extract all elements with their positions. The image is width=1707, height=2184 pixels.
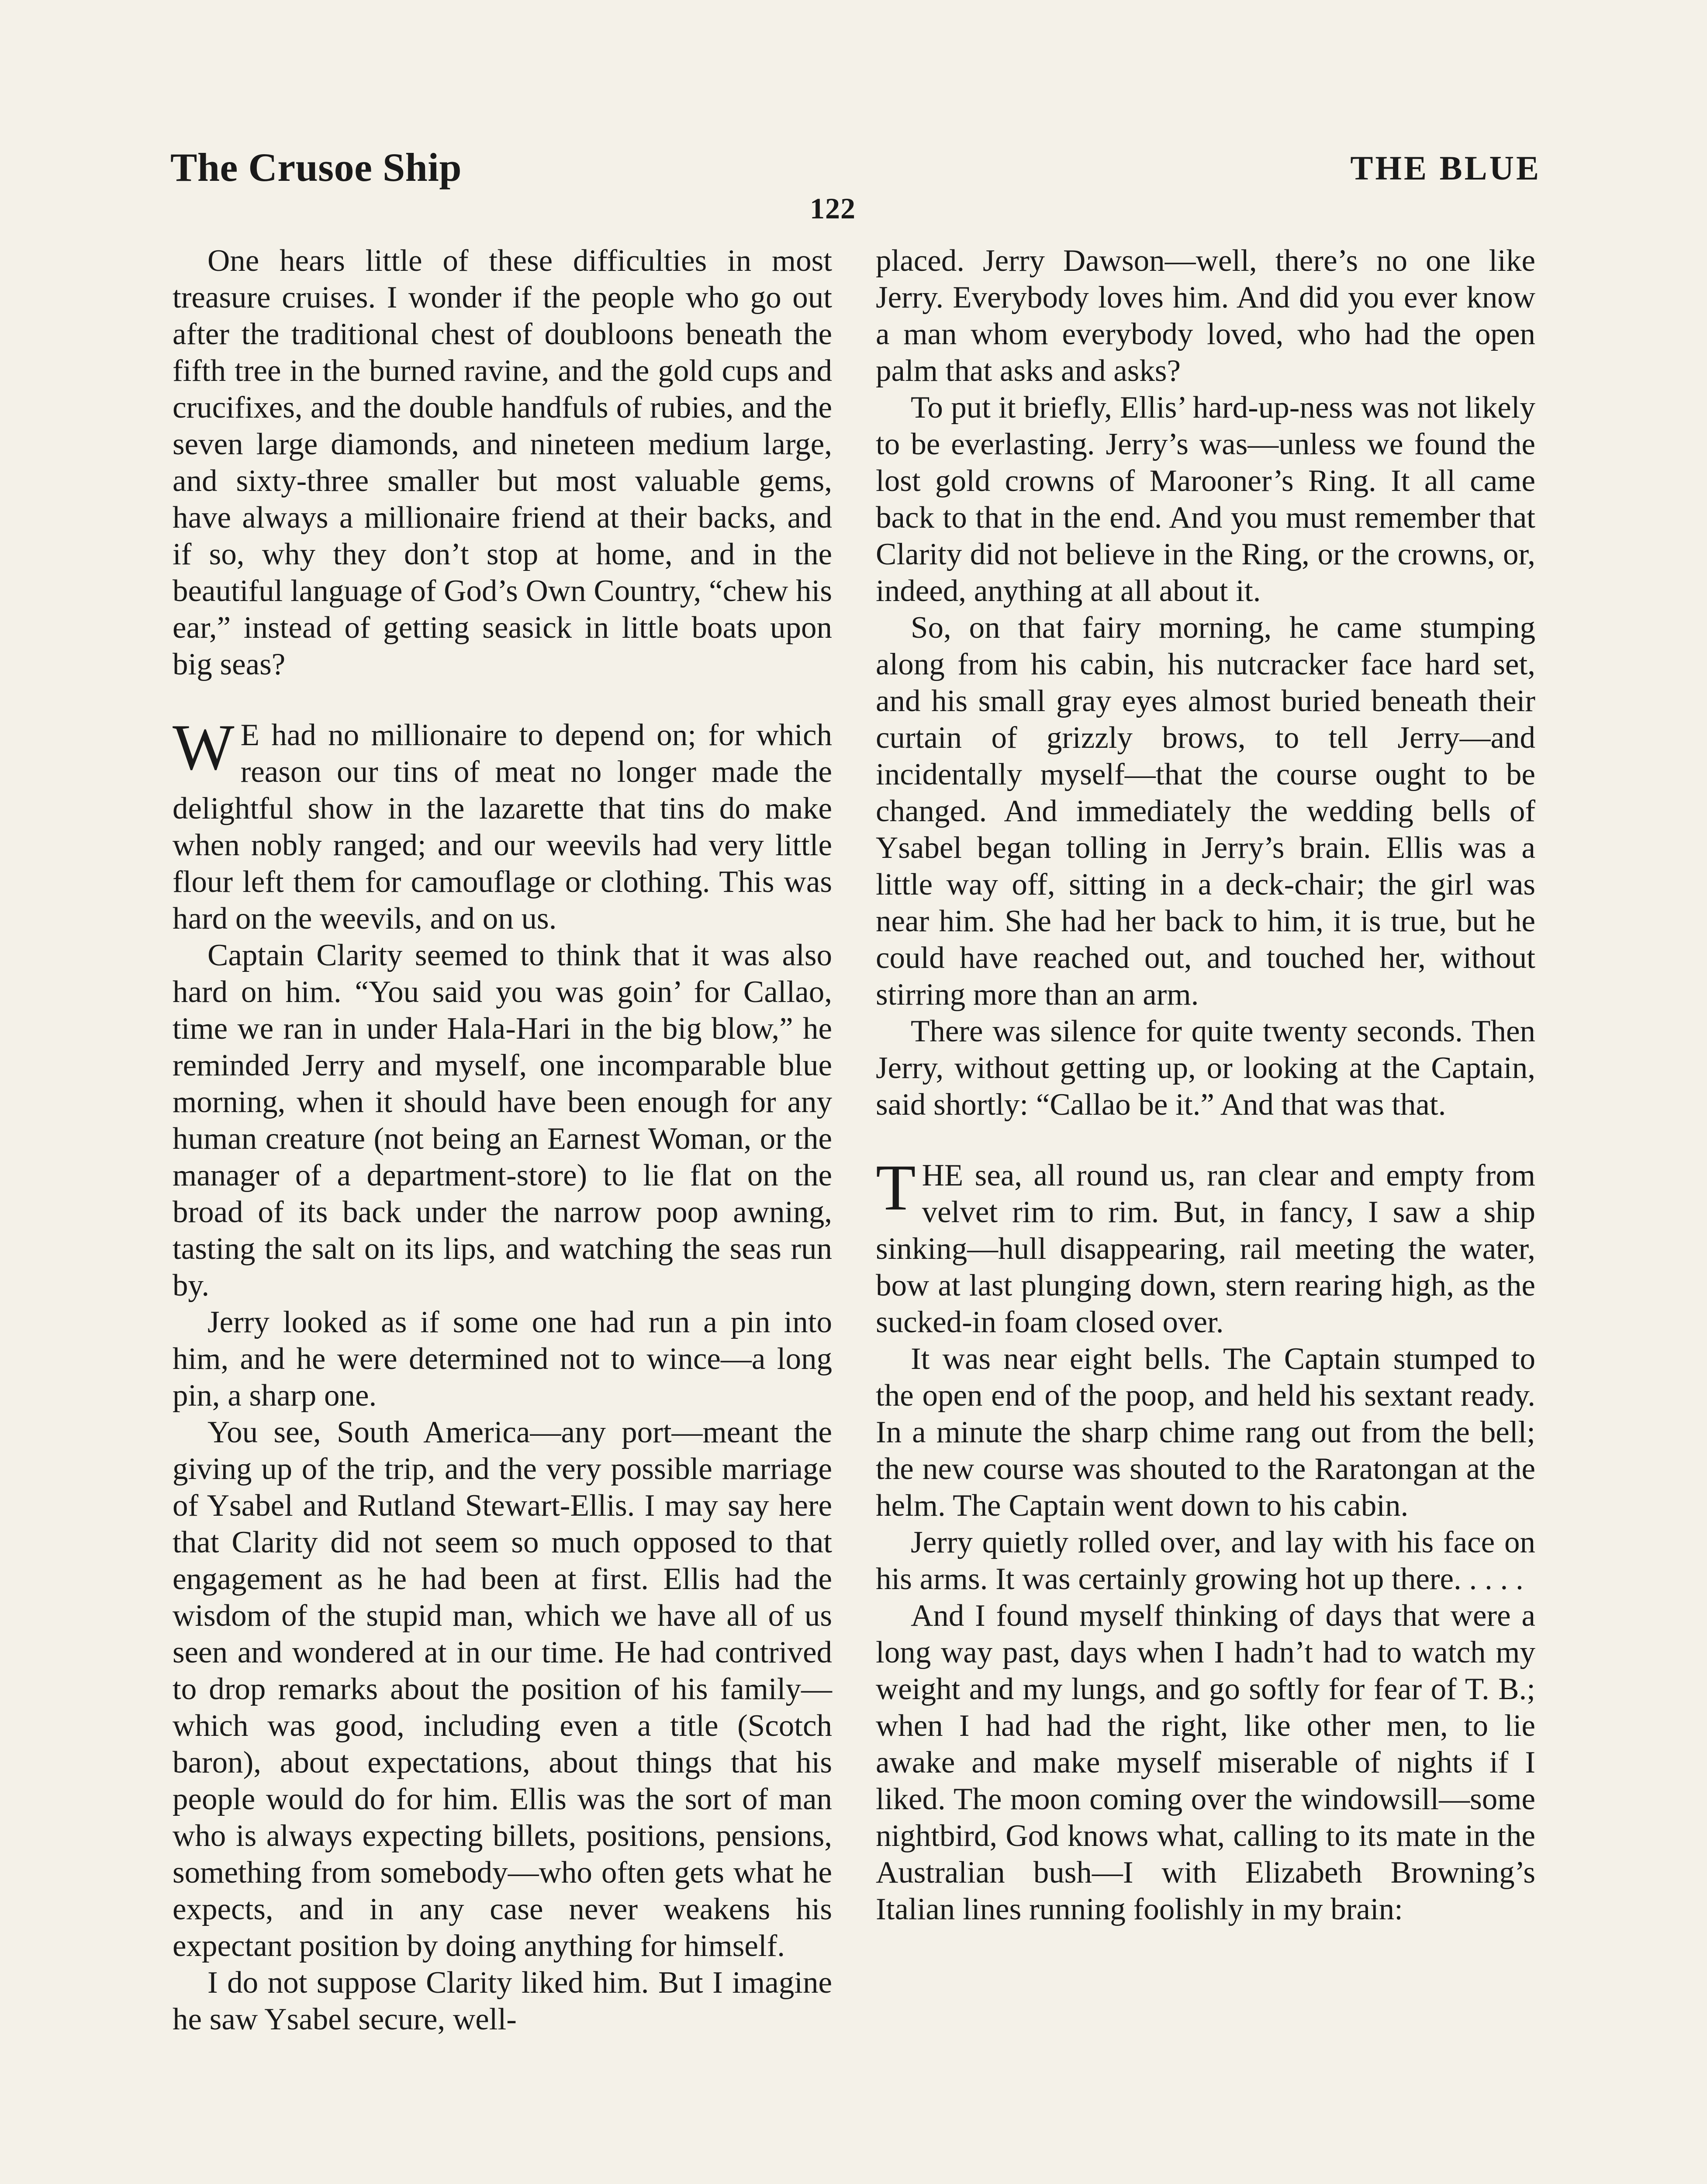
left-column — [173, 242, 832, 2038]
paragraph: So, on that fairy morning, he came stumping along from his cabin, his nutcracker face hard set, and his small gray eyes almost buried beneath their curtain of grizzly brows, to tell Jerry—and incidentally myself—that the course ought to be changed. And immediately the wedding bells of Ysabel began tolling in Jerry’s brain. Ellis was a little way off, sitting in a deck-chair; the girl was near him. She had her back to him, it is true, but he could have reached out, and touched her, without stirring more than an arm. — [876, 611, 1535, 1012]
paragraph: It was near eight bells. The Captain stumped to the open end of the poop, and held his sextant ready. In a minute the sharp chime rang out from the bell; the new course was shouted to the Raratongan at the helm. The Captain went down to his cabin. — [876, 1342, 1535, 1523]
paragraph: I do not suppose Clarity liked him. But I imagine he saw Ysabel secure, well- — [173, 1966, 832, 2036]
right-column — [876, 242, 1535, 1928]
paragraph: Jerry quietly rolled over, and lay with his face on his arms. It was certainly growing hot up there. . . . . — [876, 1525, 1535, 1596]
drop-cap: T — [876, 1151, 916, 1224]
paragraph: Captain Clarity seemed to think that it was also hard on him. “You said you was goin’ for Callao, time we ran in under Hala-Hari in the big blow,” he reminded Jerry and myself, one incomparable blue morning, when it should have been enough for any human creature (not being an Earnest Woman, or the manager of a department-store) to lie flat on the broad of its back under the narrow poop awning, tasting the salt on its lips, and watching the seas run by. — [173, 938, 832, 1303]
paragraph-continued: placed. Jerry Dawson—well, there’s no one like Jerry. Everybody loves him. And did you ever know a man whom everybody loved, who had the open palm that asks and asks? — [876, 244, 1535, 388]
page-number: 122 — [810, 192, 856, 225]
paragraph-text: HE sea, all round us, ran clear and empty from velvet rim to rim. But, in fancy, I saw a ship sinking—hull disappearing, rail meeting the water, bow at last plunging down, stern rearing high, as the sucked-in foam closed over. — [876, 1158, 1535, 1339]
paragraph: There was silence for quite twenty seconds. Then Jerry, without getting up, or looking at the Captain, said shortly: “Callao be it.” And that was that. — [876, 1014, 1535, 1122]
paragraph: You see, South America—any port—meant the giving up of the trip, and the very possible marriage of Ysabel and Rutland Stewart-Ellis. I may say here that Clarity did not seem so much opposed to that engagement as he had been at first. Ellis had the wisdom of the stupid man, which we have all of us seen and wondered at in our time. He had contrived to drop remarks about the position of his family—which was good, including even a title (Scotch baron), about expectations, about things that his people would do for him. Ellis was the sort of man who is always expecting billets, positions, pensions, something from somebody—who often gets what he expects, and in any case never weakens his expectant position by doing anything for himself. — [173, 1415, 832, 1963]
page-header — [162, 144, 1541, 197]
section-start-paragraph — [876, 1151, 1535, 1341]
section-start-paragraph — [173, 711, 832, 937]
story-title: The Crusoe Ship — [170, 145, 462, 190]
paragraph: To put it briefly, Ellis’ hard-up-ness was not likely to be everlasting. Jerry’s was—unless we found the lost gold crowns of Marooner’s Ring. It all came back to that in the end. And you must remember that Clarity did not believe in the Ring, or the crowns, or, indeed, anything at all about it. — [876, 390, 1535, 608]
magazine-title: THE BLUE — [1350, 149, 1541, 187]
paragraph: And I found myself thinking of days that were a long way past, days when I hadn’t had to watch my weight and my lungs, and go softly for fear of T. B.; when I had had the right, like other men, to lie awake and make myself miserable of nights if I liked. The moon coming over the windowsill—some nightbird, God knows what, calling to its mate in the Australian bush—I with Elizabeth Browning’s Italian lines running foolishly in my brain: — [876, 1599, 1535, 1926]
paragraph: Jerry looked as if some one had run a pin into him, and he were determined not to wince—a long pin, a sharp one. — [173, 1305, 832, 1413]
drop-cap: W — [173, 711, 235, 784]
paragraph-text: E had no millionaire to depend on; for which reason our tins of meat no longer made the delightful show in the lazarette that tins do make when nobly ranged; and our weevils had very little flour left them for camouflage or clothing. This was hard on the weevils, and on us. — [173, 718, 832, 936]
paragraph: One hears little of these difficulties in most treasure cruises. I wonder if the people who go out after the traditional chest of doubloons beneath the fifth tree in the burned ravine, and the gold cups and crucifixes, and the double handfuls of rubies, and the seven large diamonds, and nineteen medium large, and sixty-three smaller but most valuable gems, have always a millionaire friend at their backs, and if so, why they don’t stop at home, and in the beautiful language of God’s Own Country, “chew his ear,” instead of getting seasick in little boats upon big seas? — [173, 244, 832, 681]
